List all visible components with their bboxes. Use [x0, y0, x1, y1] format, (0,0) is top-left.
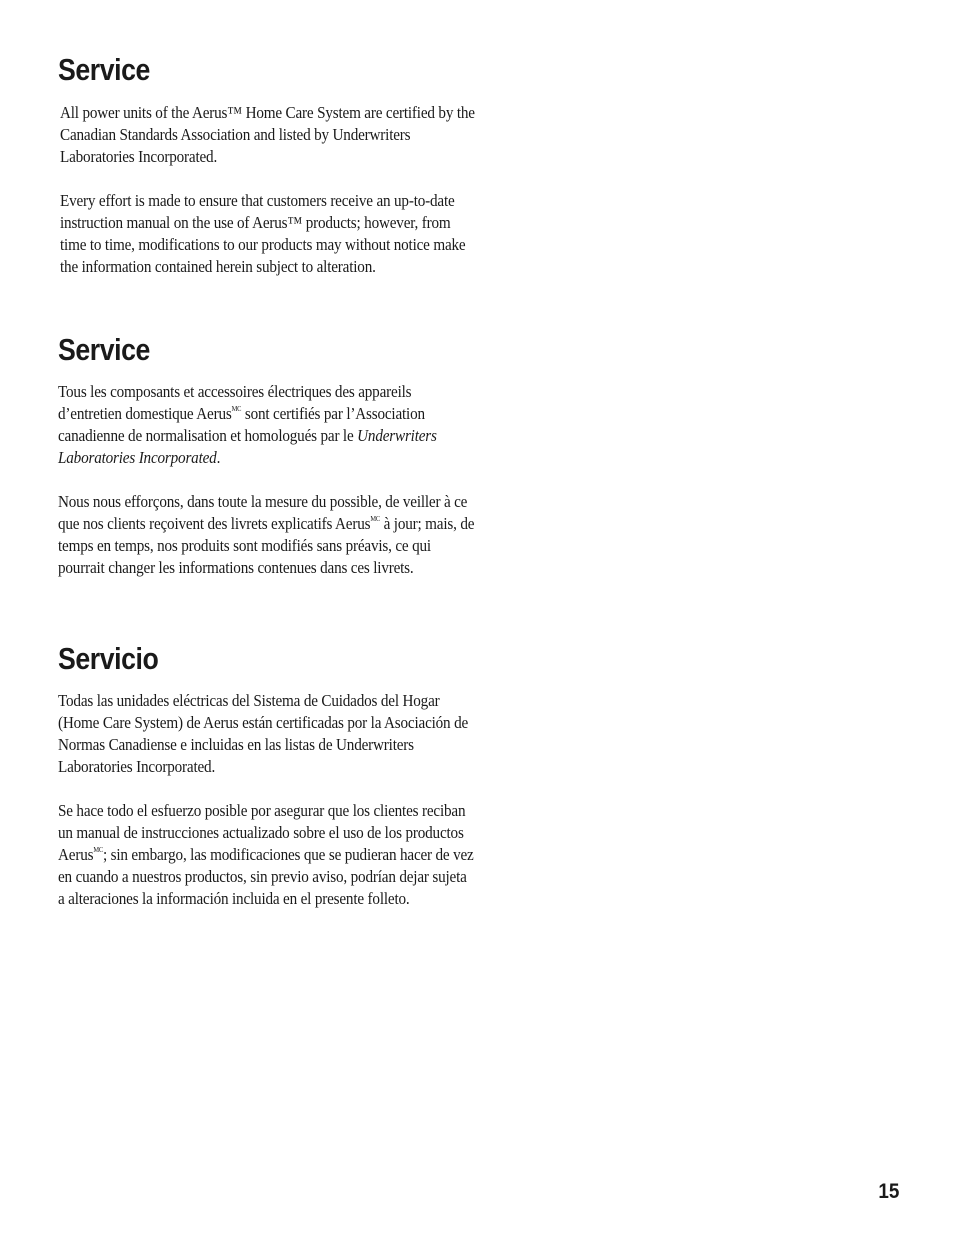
paragraph: Tous les composants et accessoires électriques des appareils d’entretien domestique Aerus$^{MC}$ sont certifiés par l’Association canadienne de normalisation et homologués par le Underwriters Laboratories Incorporated. [58, 382, 437, 467]
page-number: 15 [877, 1180, 899, 1203]
trademark-superscript: MC [93, 846, 103, 854]
section-english [58, 52, 478, 278]
paragraph: All power units of the Aerus™ Home Care System are certified by the Canadian Standards Association and listed by Underwriters Laboratories Incorporated. [60, 103, 475, 166]
section-heading: Service [58, 52, 150, 87]
paragraph: Se hace todo el esfuerzo posible por asegurar que los clientes reciban un manual de instrucciones actualizado sobre el uso de los productos Aerus$^{MC}$; sin embargo, las modificaciones que se pudieran hacer de vez en cuando a nuestros productos, sin previo aviso, podrían dejar sujeta a alteraciones la información incluida en el presente folleto. [58, 801, 474, 908]
section-french [58, 332, 478, 579]
trademark-superscript: MC [370, 515, 381, 523]
section-heading: Service [58, 332, 150, 367]
paragraph: Nous nous efforçons, dans toute la mesure du possible, de veiller à ce que nos clients reçoivent des livrets explicatifs Aerus$^{MC}$ à jour; mais, de temps en temps, nos produits sont modifiés sans préavis, ce qui pourrait changer les informations contenues dans ces livrets. [58, 492, 475, 577]
italic-name: Underwriters Laboratories Incorporated [58, 426, 437, 467]
paragraph: Every effort is made to ensure that customers receive an up-to-date instruction manual on the use of Aerus™ products; however, from time to time, modifications to our products may without notice make the information contained herein subject to alteration. [60, 191, 466, 276]
section-heading: Servicio [58, 641, 159, 676]
section-spanish [58, 641, 478, 910]
paragraph: Todas las unidades eléctricas del Sistema de Cuidados del Hogar (Home Care System) de Aerus están certificadas por la Asociación de Normas Canadiense e incluidas en las listas de Underwriters Laboratories Incorporated. [58, 691, 469, 776]
trademark-superscript: MC [231, 405, 242, 413]
